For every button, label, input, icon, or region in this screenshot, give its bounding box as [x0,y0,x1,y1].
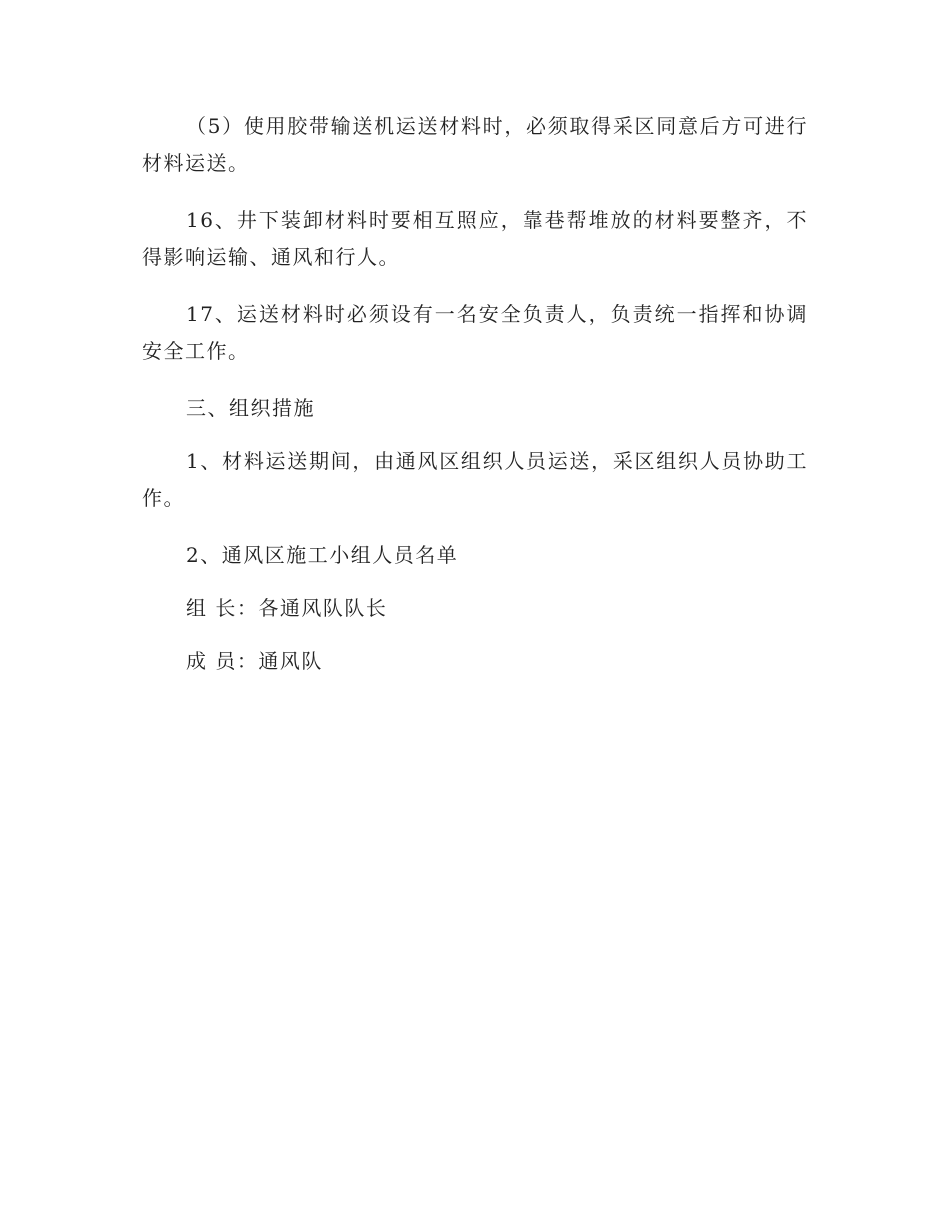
paragraph-item-16: 16、井下装卸材料时要相互照应，靠巷帮堆放的材料要整齐，不得影响运输、通风和行人。 [142,208,808,269]
section-heading-organization: 三、组织措施 [186,396,315,420]
document-body [142,108,808,696]
team-leader-line: 组 长：各通风队队长 [186,596,388,620]
team-members-line: 成 员：通风队 [186,649,323,673]
paragraph-item-17: 17、运送材料时必须设有一名安全负责人，负责统一指挥和协调安全工作。 [142,302,808,363]
paragraph-org-item-2: 2、通风区施工小组人员名单 [186,543,459,567]
paragraph-org-item-1: 1、材料运送期间，由通风区组织人员运送，采区组织人员协助工作。 [142,449,808,510]
paragraph-conveyor-transport: （5）使用胶带输送机运送材料时，必须取得采区同意后方可进行材料运送。 [142,114,808,175]
